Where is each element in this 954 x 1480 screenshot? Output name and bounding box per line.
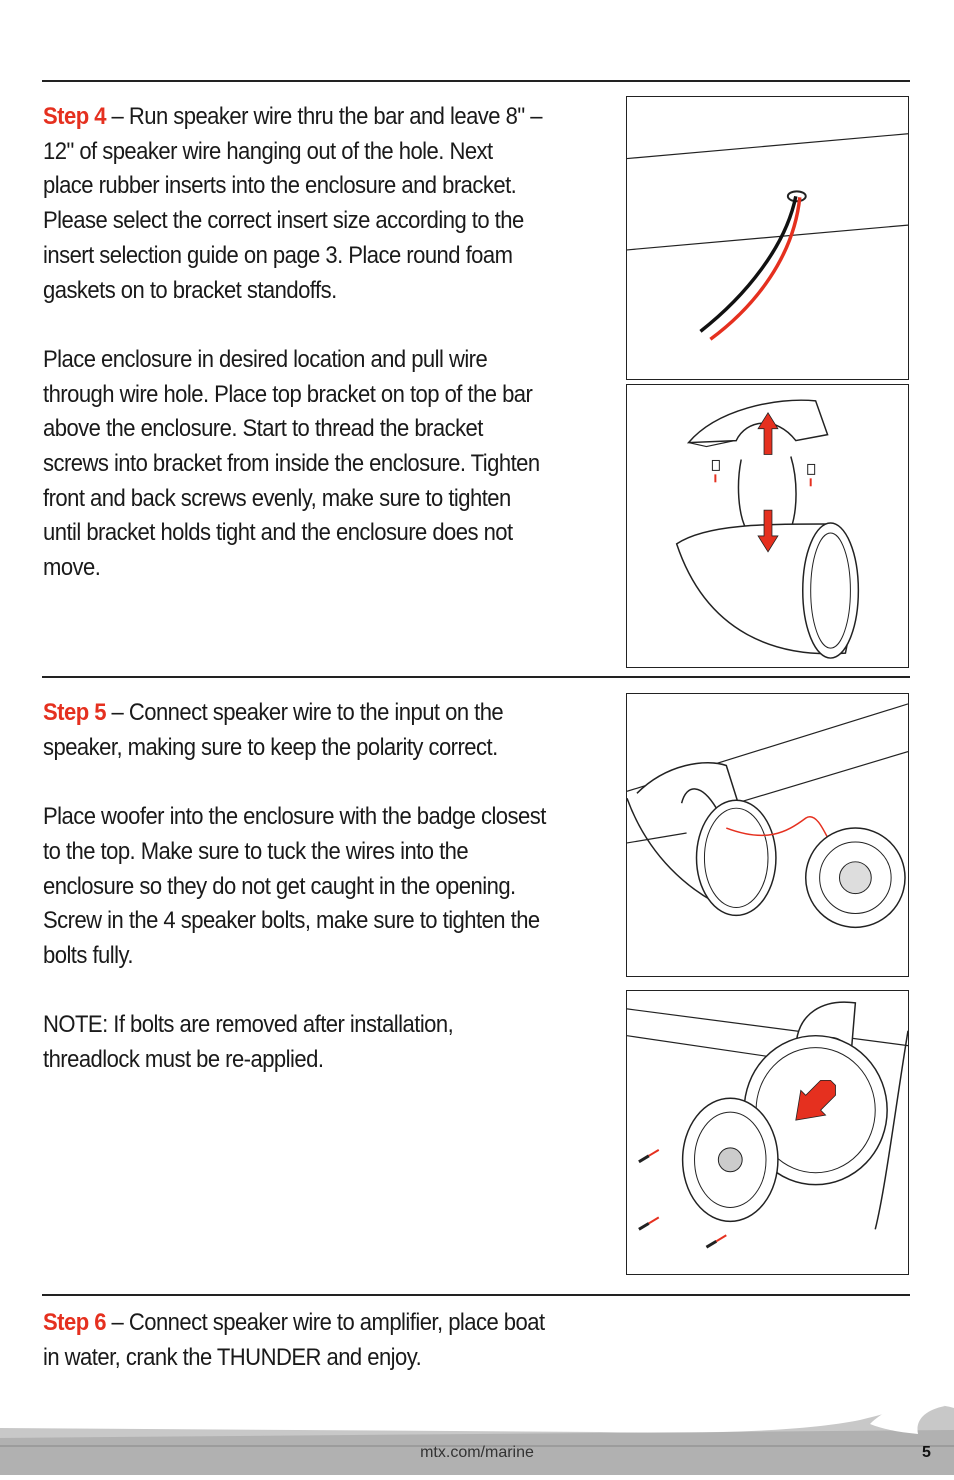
section-divider-step5 [42,676,910,678]
step5-note: NOTE: If bolts are removed after installation, threadlock must be re-applied. [43,1011,454,1073]
wave-graphic [0,1400,954,1475]
figure-bracket-enclosure [626,384,909,668]
step4-text [43,100,547,586]
step6-text [43,1306,547,1375]
step4-paragraph-1: – Run speaker wire thru the bar and leave 8" – 12" of speaker wire hanging out of the hole. Next place rubber inserts into the enclosure and bracket. Please select the correct insert size according to the insert selection guide on page 3. Place round foam gaskets on to bracket standoffs. [43,103,542,304]
footer-wave-band [0,1400,954,1475]
connect-speaker-illustration [627,694,908,976]
step5-paragraph-1: – Connect speaker wire to the input on the speaker, making sure to keep the polarity correct. [43,699,504,761]
footer-url: mtx.com/marine [420,1444,534,1461]
figure-connect-speaker [626,693,909,977]
bracket-enclosure-illustration [627,385,908,667]
step4-label: Step 4 [43,103,106,130]
section-divider-top [42,80,910,82]
step5-text [43,696,547,1078]
step5-paragraph-2: Place woofer into the enclosure with the badge closest to the top. Make sure to tuck the wires into the enclosure so they do not get caught in the opening. Screw in the 4 speaker bolts, make sure to tighten the bolts fully. [43,803,546,969]
figure-wire-through-bar [626,96,909,380]
step5-label: Step 5 [43,699,106,726]
step6-paragraph-1: – Connect speaker wire to amplifier, place boat in water, crank the THUNDER and enjoy. [43,1309,545,1371]
install-woofer-illustration [627,991,908,1274]
section-divider-step6 [42,1294,910,1296]
step4-paragraph-2: Place enclosure in desired location and pull wire through wire hole. Place top bracket on top of the bar above the enclosure. Start to thread the bracket screws into bracket from inside the enclosure. Tighten front and back screws evenly, make sure to tighten until bracket holds tight and the enclosure does not move. [43,345,540,582]
step6-label: Step 6 [43,1309,106,1336]
page-number: 5 [922,1444,931,1461]
figure-install-woofer [626,990,909,1275]
wire-through-bar-illustration [627,97,908,379]
